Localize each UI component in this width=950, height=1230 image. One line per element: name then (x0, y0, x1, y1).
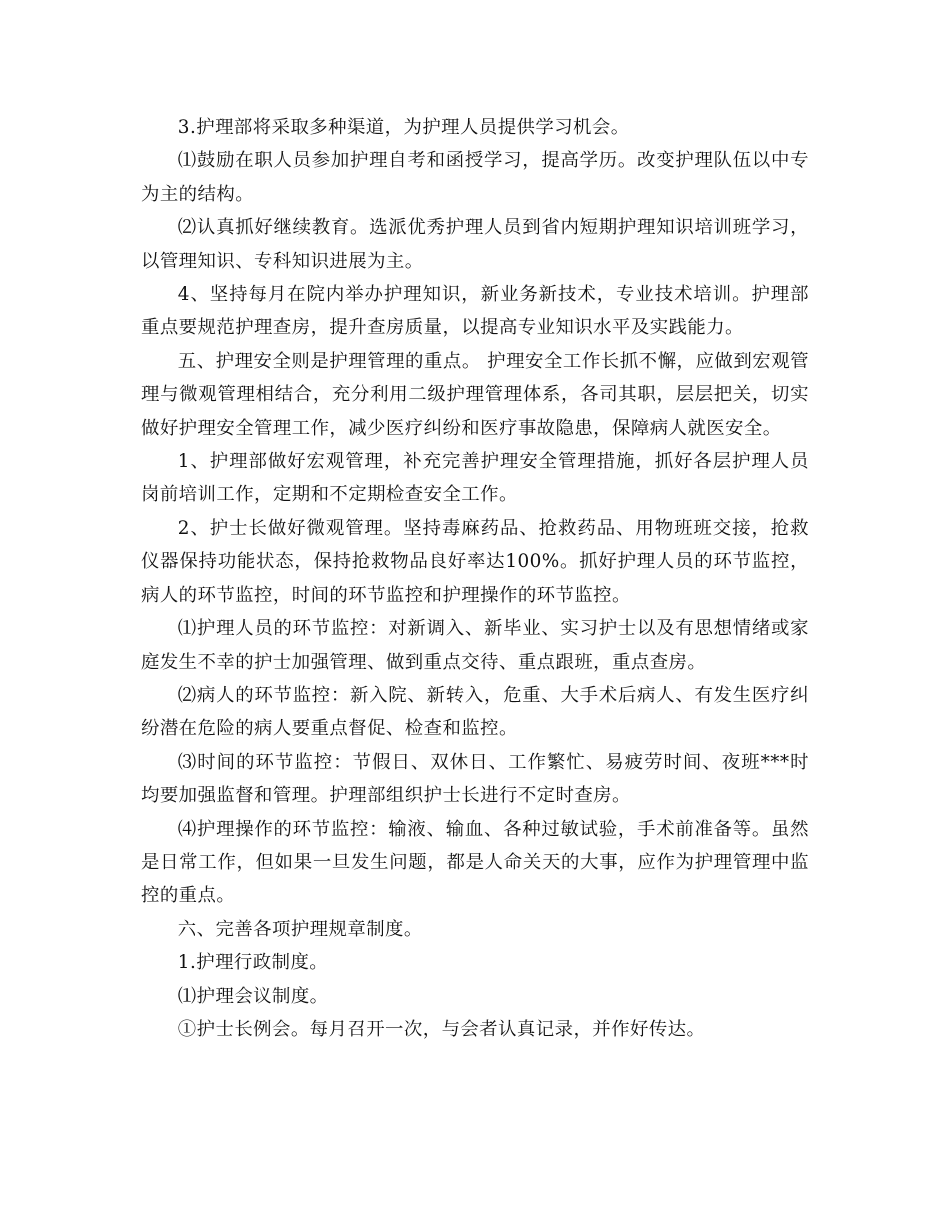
paragraph-time-monitoring: ⑶时间的环节监控：节假日、双休日、工作繁忙、易疲劳时间、夜班***时均要加强监督和管理。护理部组织护士长进行不定时查房。 (141, 751, 809, 807)
paragraph-head-nurse-meeting: ①护士长例会。每月召开一次，与会者认真记录，并作好传达。 (177, 1018, 706, 1040)
paragraph-micro-management: 2、护士长做好微观管理。坚持毒麻药品、抢救药品、用物班班交接，抢救仪器保持功能状态，保持抢救物品良好率达100%。抓好护理人员的环节监控，病人的环节监控，时间的环节监控和护理操作的环节监控。 (141, 517, 809, 606)
paragraph-section-six-rules: 六、完善各项护理规章制度。 (177, 918, 423, 940)
paragraph-learning-channels: 3.护理部将采取多种渠道，为护理人员提供学习机会。 (177, 117, 630, 138)
paragraph-monthly-training: 4、坚持每月在院内举办护理知识，新业务新技术，专业技术培训。护理部重点要规范护理查房，提升查房质量，以提高专业知识水平及实践能力。 (141, 284, 809, 339)
paragraph-self-study: ⑴鼓励在职人员参加护理自考和函授学习，提高学历。改变护理队伍以中专为主的结构。 (141, 150, 809, 205)
paragraph-section-five-safety: 五、护理安全则是护理管理的重点。 护理安全工作长抓不懈，应做到宏观管理与微观管理相结合，充分利用二级护理管理体系，各司其职，层层把关，切实做好护理安全管理工作，减少医疗纠纷和医疗事故隐患，保障病人就医安全。 (141, 350, 809, 439)
paragraph-continuing-education: ⑵认真抓好继续教育。选派优秀护理人员到省内短期护理知识培训班学习，以管理知识、专科知识进展为主。 (141, 217, 809, 272)
paragraph-operation-monitoring: ⑷护理操作的环节监控：输液、输血、各种过敏试验，手术前准备等。虽然是日常工作，但如果一旦发生问题，都是人命关天的大事，应作为护理管理中监控的重点。 (141, 818, 809, 907)
paragraph-staff-monitoring: ⑴护理人员的环节监控：对新调入、新毕业、实习护士以及有思想情绪或家庭发生不幸的护士加强管理、做到重点交待、重点跟班，重点查房。 (141, 618, 809, 673)
paragraph-macro-management: 1、护理部做好宏观管理，补充完善护理安全管理措施，抓好各层护理人员岗前培训工作，定期和不定期检查安全工作。 (141, 451, 809, 506)
paragraph-meeting-system: ⑴护理会议制度。 (177, 985, 329, 1007)
paragraph-patient-monitoring: ⑵病人的环节监控：新入院、新转入，危重、大手术后病人、有发生医疗纠纷潜在危险的病人要重点督促、检查和监控。 (141, 684, 809, 740)
document-body (141, 111, 809, 1046)
paragraph-administrative-system: 1.护理行政制度。 (177, 952, 329, 974)
